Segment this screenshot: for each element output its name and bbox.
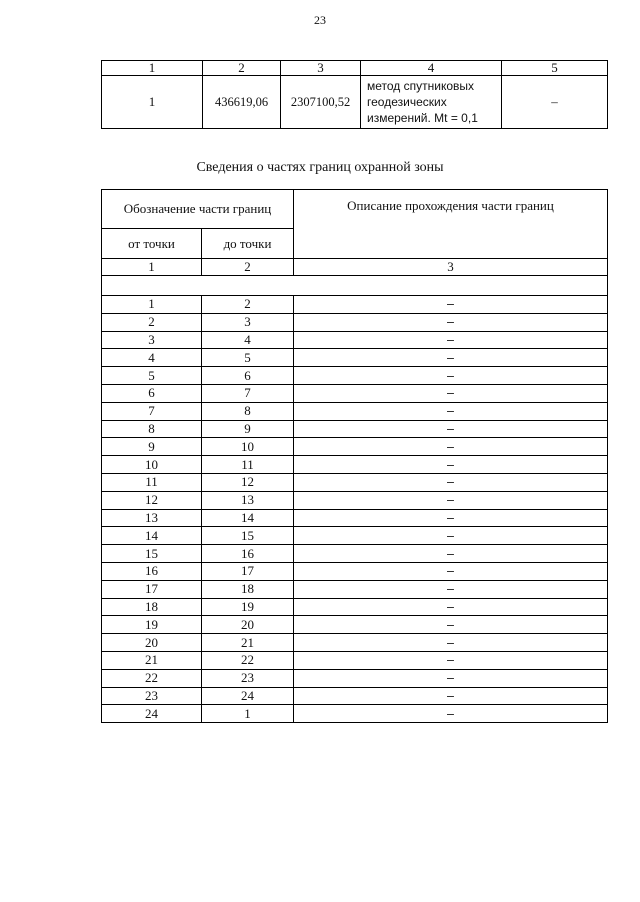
- blank-row: [102, 276, 608, 296]
- header-from-point: от точки: [102, 229, 202, 259]
- from-point-cell: 10: [102, 456, 202, 474]
- point-number: 1: [102, 76, 203, 129]
- table-row: [102, 509, 608, 527]
- table-row: [102, 634, 608, 652]
- note-cell: –: [502, 76, 608, 129]
- from-point-cell: 13: [102, 509, 202, 527]
- to-point-cell: 8: [202, 402, 294, 420]
- from-point-cell: 20: [102, 634, 202, 652]
- description-cell: –: [294, 669, 608, 687]
- from-point-cell: 2: [102, 313, 202, 331]
- to-point-cell: 21: [202, 634, 294, 652]
- coordinate-x: 436619,06: [203, 76, 281, 129]
- to-point-cell: 17: [202, 562, 294, 580]
- table-row: [102, 438, 608, 456]
- coordinates-header-row: [102, 61, 608, 76]
- to-point-cell: 3: [202, 313, 294, 331]
- from-point-cell: 12: [102, 491, 202, 509]
- from-point-cell: 14: [102, 527, 202, 545]
- description-cell: –: [294, 634, 608, 652]
- description-cell: –: [294, 527, 608, 545]
- column-number: 1: [102, 259, 202, 276]
- to-point-cell: 1: [202, 705, 294, 723]
- to-point-cell: 11: [202, 456, 294, 474]
- to-point-cell: 6: [202, 367, 294, 385]
- column-number: 2: [202, 259, 294, 276]
- to-point-cell: 7: [202, 384, 294, 402]
- column-number: 2: [203, 61, 281, 76]
- column-number-row: [102, 259, 608, 276]
- method-description: метод спутниковых геодезических измерений. Mt = 0,1: [361, 76, 502, 129]
- description-cell: –: [294, 473, 608, 491]
- description-cell: –: [294, 367, 608, 385]
- from-point-cell: 18: [102, 598, 202, 616]
- table-row: [102, 562, 608, 580]
- description-cell: –: [294, 616, 608, 634]
- from-point-cell: 19: [102, 616, 202, 634]
- description-cell: –: [294, 438, 608, 456]
- from-point-cell: 3: [102, 331, 202, 349]
- from-point-cell: 6: [102, 384, 202, 402]
- to-point-cell: 10: [202, 438, 294, 456]
- description-cell: –: [294, 349, 608, 367]
- boundary-rows: [102, 296, 608, 723]
- coordinates-row: [102, 76, 608, 129]
- description-cell: –: [294, 705, 608, 723]
- table-row: [102, 420, 608, 438]
- description-cell: –: [294, 509, 608, 527]
- description-cell: –: [294, 384, 608, 402]
- to-point-cell: 14: [202, 509, 294, 527]
- to-point-cell: 4: [202, 331, 294, 349]
- column-number: 5: [502, 61, 608, 76]
- description-cell: –: [294, 456, 608, 474]
- table-row: [102, 313, 608, 331]
- column-number: 4: [361, 61, 502, 76]
- from-point-cell: 8: [102, 420, 202, 438]
- description-cell: –: [294, 545, 608, 563]
- from-point-cell: 1: [102, 296, 202, 314]
- from-point-cell: 22: [102, 669, 202, 687]
- to-point-cell: 5: [202, 349, 294, 367]
- table-row: [102, 527, 608, 545]
- from-point-cell: 4: [102, 349, 202, 367]
- table-row: [102, 473, 608, 491]
- description-cell: –: [294, 687, 608, 705]
- table-row: [102, 367, 608, 385]
- description-cell: –: [294, 598, 608, 616]
- to-point-cell: 16: [202, 545, 294, 563]
- to-point-cell: 20: [202, 616, 294, 634]
- column-number: 1: [102, 61, 203, 76]
- header-row-group: [102, 190, 608, 229]
- table-row: [102, 456, 608, 474]
- description-cell: –: [294, 313, 608, 331]
- page-number: 23: [314, 13, 326, 27]
- coordinates-table: [101, 60, 608, 129]
- table-row: [102, 669, 608, 687]
- table-row: [102, 651, 608, 669]
- section-title: Сведения о частях границ охранной зоны: [196, 160, 444, 175]
- table-row: [102, 331, 608, 349]
- to-point-cell: 2: [202, 296, 294, 314]
- from-point-cell: 15: [102, 545, 202, 563]
- from-point-cell: 21: [102, 651, 202, 669]
- header-to-point: до точки: [202, 229, 294, 259]
- table-row: [102, 545, 608, 563]
- from-point-cell: 17: [102, 580, 202, 598]
- to-point-cell: 13: [202, 491, 294, 509]
- table-row: [102, 705, 608, 723]
- from-point-cell: 9: [102, 438, 202, 456]
- table-row: [102, 598, 608, 616]
- to-point-cell: 19: [202, 598, 294, 616]
- description-cell: –: [294, 651, 608, 669]
- description-cell: –: [294, 580, 608, 598]
- coordinate-y: 2307100,52: [281, 76, 361, 129]
- to-point-cell: 15: [202, 527, 294, 545]
- column-number: 3: [294, 259, 608, 276]
- column-number: 3: [281, 61, 361, 76]
- description-cell: –: [294, 420, 608, 438]
- to-point-cell: 22: [202, 651, 294, 669]
- table-row: [102, 384, 608, 402]
- blank-cell: [102, 276, 608, 296]
- description-cell: –: [294, 331, 608, 349]
- from-point-cell: 23: [102, 687, 202, 705]
- description-cell: –: [294, 562, 608, 580]
- from-point-cell: 5: [102, 367, 202, 385]
- from-point-cell: 7: [102, 402, 202, 420]
- table-row: [102, 296, 608, 314]
- table-row: [102, 349, 608, 367]
- header-description: Описание прохождения части границ: [294, 190, 608, 259]
- table-row: [102, 491, 608, 509]
- description-cell: –: [294, 491, 608, 509]
- from-point-cell: 11: [102, 473, 202, 491]
- to-point-cell: 12: [202, 473, 294, 491]
- from-point-cell: 24: [102, 705, 202, 723]
- to-point-cell: 24: [202, 687, 294, 705]
- description-cell: –: [294, 402, 608, 420]
- to-point-cell: 18: [202, 580, 294, 598]
- header-boundary-designation: Обозначение части границ: [102, 190, 294, 229]
- boundary-parts-table: [101, 189, 608, 723]
- table-row: [102, 580, 608, 598]
- description-cell: –: [294, 296, 608, 314]
- table-row: [102, 616, 608, 634]
- to-point-cell: 9: [202, 420, 294, 438]
- table-row: [102, 402, 608, 420]
- from-point-cell: 16: [102, 562, 202, 580]
- table-row: [102, 687, 608, 705]
- to-point-cell: 23: [202, 669, 294, 687]
